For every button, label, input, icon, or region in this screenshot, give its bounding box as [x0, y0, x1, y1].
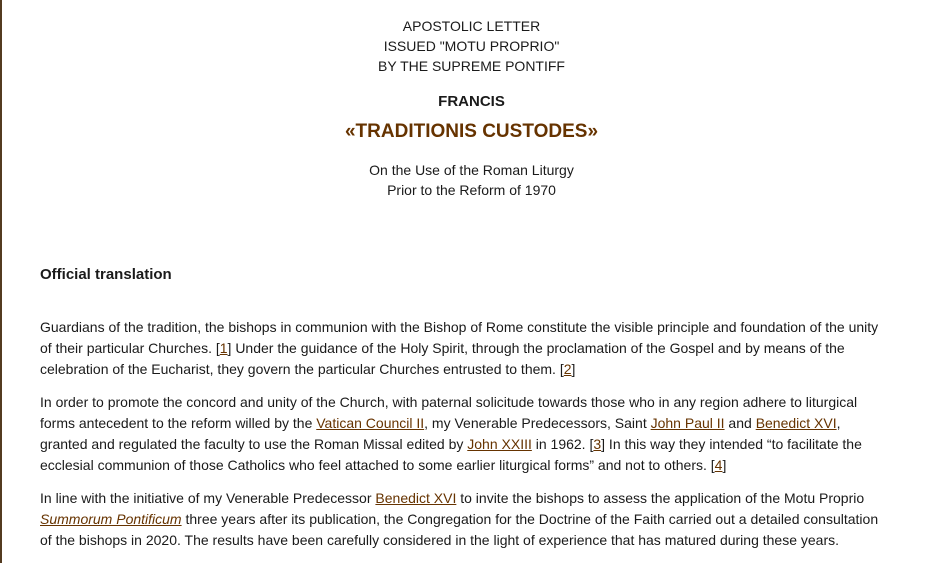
subtitle-line: On the Use of the Roman Liturgy — [369, 162, 574, 178]
subtitle-line: Prior to the Reform of 1970 — [387, 182, 556, 198]
paragraph — [40, 392, 891, 476]
inline-link[interactable]: Summorum Pontificum — [40, 511, 182, 527]
text-segment: ] — [722, 457, 727, 473]
letter-type-line: APOSTOLIC LETTER — [402, 18, 541, 34]
inline-link[interactable]: John Paul II — [650, 415, 725, 431]
text-segment: In order to promote the concord and unity of the Church, with paternal solicitude towards those who in any region adhere to liturgical forms antecedent to the reform willed by the — [40, 394, 858, 431]
text-segment: ] In this way they intended “to facilitate the ecclesial communion of those Catholics who feel attached to some earlier liturgical forms” and not to others. [ — [40, 436, 862, 473]
text-segment: three years after its publication, the Congregation for the Doctrine of the Faith carried out a detailed consultation of the bishops in 2020. The results have been carefully considered in the light of experience that has matured during these years. — [40, 511, 879, 548]
text-segment: ] — [571, 361, 576, 377]
text-segment: , my Venerable Predecessors, Saint — [424, 415, 651, 431]
pope-name: FRANCIS — [438, 93, 505, 110]
inline-link[interactable]: 4 — [714, 457, 723, 473]
inline-link[interactable]: 3 — [593, 436, 602, 452]
inline-link[interactable]: 2 — [563, 361, 572, 377]
paragraph — [40, 488, 891, 551]
text-segment: In line with the initiative of my Venerable Predecessor — [40, 490, 376, 506]
inline-link[interactable]: John XXIII — [467, 436, 532, 452]
inline-link[interactable]: 1 — [219, 340, 228, 356]
document-body — [2, 265, 941, 551]
text-segment: ] Under the guidance of the Holy Spirit, through the proclamation of the Gospel and by means of the celebration of the Eucharist, they govern the particular Churches entrusted to them. [ — [40, 340, 845, 377]
section-heading: Official translation — [40, 266, 172, 283]
text-segment: and — [724, 415, 756, 431]
letter-type-line: ISSUED "MOTU PROPRIO" — [383, 38, 560, 54]
paragraph — [40, 317, 891, 380]
inline-link[interactable]: Benedict XVI — [375, 490, 457, 506]
document-header — [2, 0, 941, 200]
text-segment: Guardians of the tradition, the bishops in communion with the Bishop of Rome constitute the visible principle and foundation of the unity of their particular Churches. [ — [40, 319, 879, 356]
body-paragraphs — [40, 317, 891, 551]
letter-type-line: BY THE SUPREME PONTIFF — [378, 58, 565, 74]
document-subtitle — [2, 160, 941, 200]
inline-link[interactable]: Benedict XVI — [755, 415, 837, 431]
text-segment: , granted and regulated the faculty to use the Roman Missal edited by — [40, 415, 841, 452]
text-segment: to invite the bishops to assess the application of the Motu Proprio — [456, 490, 865, 506]
inline-link[interactable]: Vatican Council II — [316, 415, 425, 431]
text-segment: in 1962. [ — [531, 436, 594, 452]
document-title: «TRADITIONIS CUSTODES» — [344, 121, 599, 142]
